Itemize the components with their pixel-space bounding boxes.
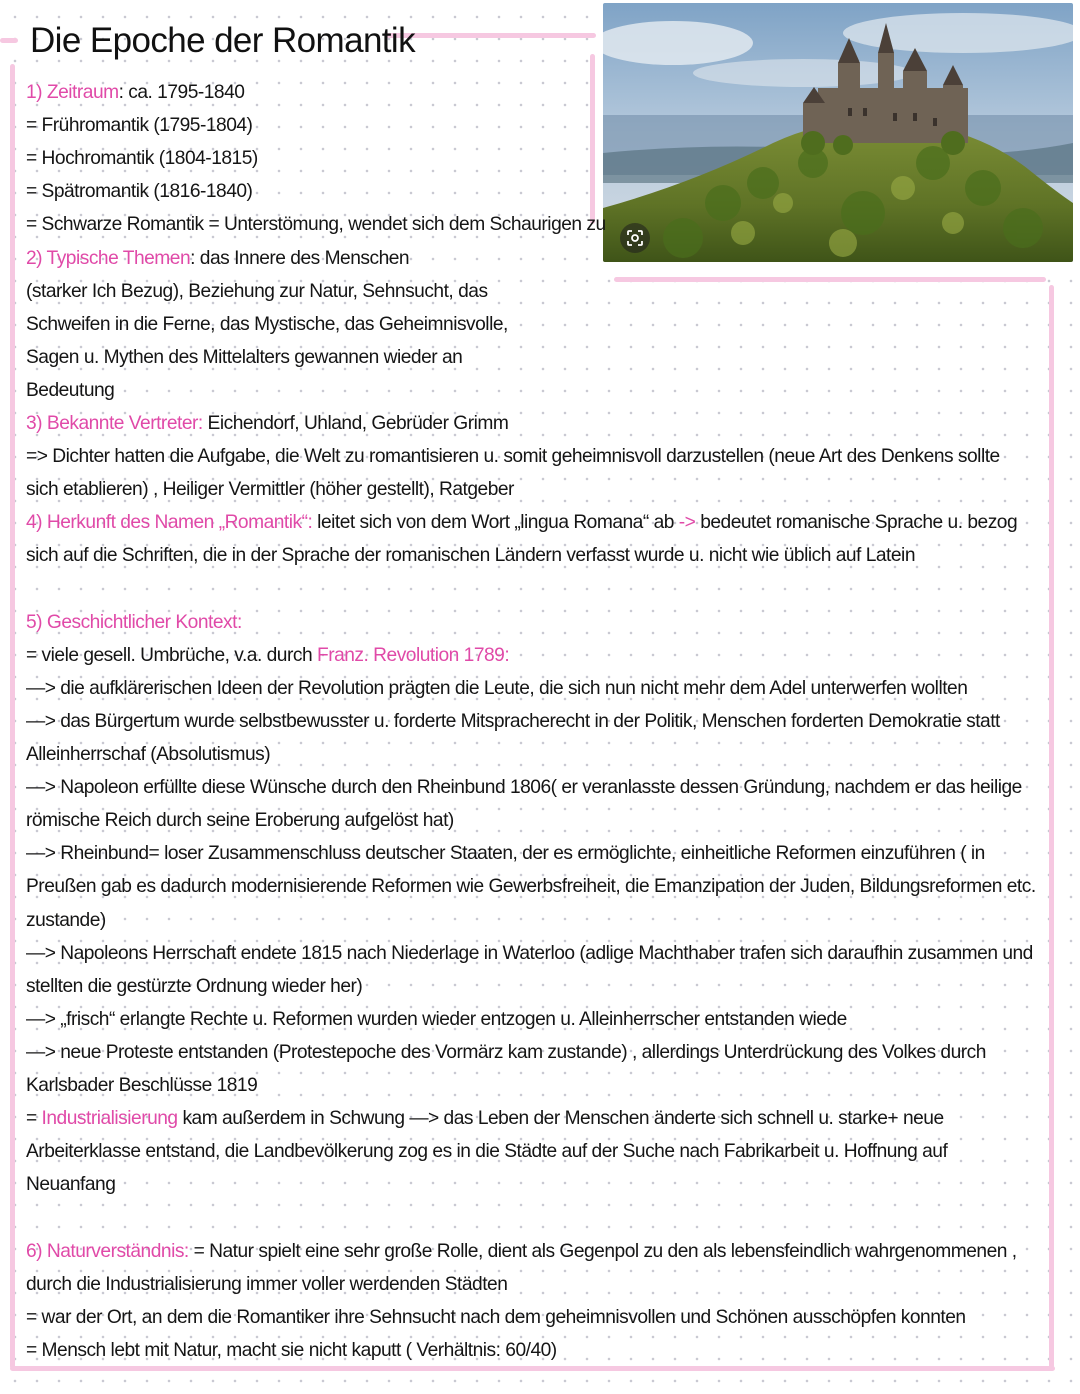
note-line	[26, 1038, 986, 1068]
note-line	[26, 1071, 257, 1101]
note-text: (starker Ich Bezug), Beziehung zur Natur, Sehnsucht, das	[26, 280, 488, 302]
note-line	[26, 78, 244, 108]
note-text: : ca. 1795-1840	[118, 82, 245, 103]
note-text: kam außerdem in Schwung —> das Leben der Menschen änderte sich schnell u. starke+ neue	[177, 1108, 944, 1130]
highlight-line-left	[10, 64, 15, 1369]
note-text: Bedeutung	[26, 379, 115, 401]
note-line	[26, 1104, 944, 1134]
note-text: —> das Bürgertum wurde selbstbewusster u. forderte Mitspracherecht in der Politik, Menschen forderten Demokratie statt	[26, 710, 1000, 732]
note-text: sich auf die Schriften, die in der Sprache der romanischen Ländern verfasst wurde u. nicht wie üblich auf Latein	[26, 545, 915, 567]
lens-icon	[626, 229, 644, 247]
note-line	[26, 1270, 507, 1300]
note-line	[26, 541, 915, 571]
note-line	[26, 277, 488, 307]
note-text: römische Reich durch seine Eroberung aufgelöst hat)	[26, 810, 454, 832]
note-line	[26, 310, 508, 340]
note-text: Preußen gab es dadurch modernisierende Reformen wie Gewerbsfreiheit, die Emanzipation der Juden, Bildungsreformen etc.	[26, 876, 1036, 898]
note-text: durch die Industrialisierung immer voller werdenden Städten	[26, 1273, 508, 1295]
note-line	[26, 1137, 947, 1167]
note-text: Alleinherrschaf (Absolutismus)	[26, 744, 271, 765]
note-line	[26, 906, 106, 936]
note-line	[26, 674, 967, 704]
note-text: Karlsbader Beschlüsse 1819	[26, 1075, 258, 1096]
note-line	[26, 475, 514, 505]
highlighted-text: 5) Geschichtlicher Kontext:	[26, 611, 242, 633]
note-line	[26, 806, 454, 836]
note-text: bedeutet romanische Sprache u. bezog	[695, 512, 1018, 534]
page-title: Die Epoche der Romantik	[30, 21, 416, 60]
note-line	[26, 939, 1033, 969]
note-text: leitet sich von dem Wort „lingua Romana“ ab	[312, 512, 679, 534]
note-line	[26, 244, 409, 274]
note-text: => Dichter hatten die Aufgabe, die Welt zu romantisieren u. somit geheimnisvoll darzustellen (neue Art des Denkens sollte	[26, 446, 1000, 468]
note-text: = Frühromantik (1795-1804)	[26, 115, 253, 137]
note-text: Neuanfang	[26, 1174, 116, 1196]
note-text: = Natur spielt eine sehr große Rolle, dient als Gegenpol zu den als lebensfeindlich wahrgenommenen ,	[188, 1240, 1017, 1262]
note-text: —> Napoleons Herrschaft endete 1815 nach Niederlage in Waterloo (adlige Machthaber trafen sich daraufhin zusammen und	[26, 942, 1033, 964]
note-line	[26, 1005, 847, 1035]
note-line	[26, 641, 509, 671]
note-text: = viele gesell. Umbrüche, v.a. durch	[26, 644, 317, 666]
highlighted-text: 4) Herkunft des Namen „Romantik“:	[26, 512, 313, 534]
note-text: : das Innere des Menschen	[190, 247, 410, 269]
note-line	[26, 608, 242, 638]
note-line	[26, 707, 1000, 737]
note-text: Schweifen in die Ferne, das Mystische, das Geheimnisvolle,	[26, 313, 508, 335]
note-line	[26, 1303, 966, 1333]
note-text: Arbeiterklasse entstand, die Landbevölkerung zog es in die Städte auf der Suche nach Fabrikarbeit u. Hoffnung auf	[26, 1141, 948, 1163]
note-line	[26, 508, 1017, 538]
note-line	[26, 1170, 115, 1200]
note-text: =	[26, 1108, 42, 1130]
note-text: —> Rheinbund= loser Zusammenschluss deutscher Staaten, der es ermöglichte, einheitliche Reformen einzuführen ( in	[26, 843, 985, 865]
highlighted-text: ->	[678, 512, 696, 534]
lens-search-button[interactable]	[620, 223, 650, 253]
highlight-line-top	[386, 33, 596, 38]
note-text: stellten die gestürzte Ordnung wieder her)	[26, 975, 363, 997]
note-text: —> „frisch“ erlangte Rechte u. Reformen wurden wieder entzogen u. Alleinherrscher entstanden wiede	[26, 1008, 847, 1030]
highlighted-text: 2) Typische Themen	[26, 247, 191, 269]
note-line	[26, 872, 1036, 902]
note-line	[26, 740, 270, 770]
castle-photo	[603, 3, 1073, 262]
note-text: = Mensch lebt mit Natur, macht sie nicht kaputt ( Verhältnis: 60/40)	[26, 1339, 557, 1361]
note-line	[26, 773, 1022, 803]
note-line	[26, 1336, 557, 1366]
highlight-line-mid-vertical	[590, 54, 595, 224]
note-text: sich etablieren) , Heiliger Vermittler (höher gestellt), Ratgeber	[26, 479, 514, 501]
note-text: = Schwarze Romantik = Unterstömung, wendet sich dem Schaurigen zu	[26, 214, 606, 236]
highlight-line-under-photo	[614, 277, 1046, 282]
note-line	[26, 111, 252, 141]
note-line	[26, 343, 462, 373]
note-line	[26, 144, 258, 174]
highlighted-text: 6) Naturverständnis:	[26, 1240, 189, 1262]
highlight-line-bottom	[10, 1366, 1055, 1371]
note-text: = war der Ort, an dem die Romantiker ihre Sehnsucht nach dem geheimnisvollen und Schönen ausschöpfen konnten	[26, 1306, 966, 1328]
note-text: —> Napoleon erfüllte diese Wünsche durch den Rheinbund 1806( er veranlasste dessen Gründung, nachdem er das heilige	[26, 777, 1022, 799]
note-line	[26, 1237, 1017, 1267]
note-text: zustande)	[26, 909, 106, 931]
highlighted-text: 3) Bekannte Vertreter:	[26, 413, 203, 434]
highlighted-text: 1) Zeitraum	[26, 82, 119, 103]
note-line	[26, 409, 508, 439]
highlight-line-top-left	[0, 38, 18, 43]
note-line	[26, 376, 114, 406]
note-line	[26, 972, 362, 1002]
note-text: —> die aufklärerischen Ideen der Revolution prägten die Leute, die sich nun nicht mehr dem Adel unterwerfen wollten	[26, 677, 968, 699]
note-text: —> neue Proteste entstanden (Protestepoche des Vormärz kam zustande) , allerdings Unterdrückung des Volkes durch	[26, 1041, 986, 1063]
note-line	[26, 210, 606, 240]
note-text: = Spätromantik (1816-1840)	[26, 181, 253, 203]
note-line	[26, 177, 252, 207]
highlight-line-right	[1049, 285, 1054, 1368]
highlighted-text: Industrialisierung	[41, 1108, 178, 1130]
note-text: Sagen u. Mythen des Mittelalters gewannen wieder an	[26, 346, 463, 368]
highlighted-text: Franz. Revolution 1789:	[316, 644, 510, 666]
note-line	[26, 839, 985, 869]
note-text: = Hochromantik (1804-1815)	[26, 148, 258, 170]
note-line	[26, 442, 1000, 472]
note-text: Eichendorf, Uhland, Gebrüder Grimm	[202, 413, 509, 434]
